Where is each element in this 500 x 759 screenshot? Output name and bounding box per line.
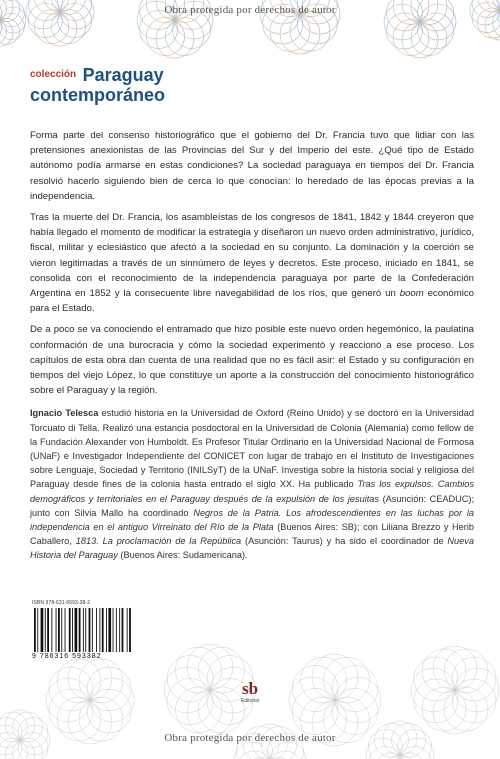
book-title-1: Tras los expulsos. Cambios demográficos y territoriales en el Paraguay después de la expulsión de los jesuitas: [30, 479, 474, 504]
bio-text-4: (Asunción: Taurus) y ha sido el coordinador de: [241, 536, 448, 547]
isbn-label: ISBN 978-631-6593-38-2: [32, 600, 91, 606]
bio-text-2: (Asunción: CEADUC); junto con Silvia Mallo ha coordinado: [30, 493, 474, 518]
publisher-logo: [235, 680, 265, 704]
book-title-4: Nueva Historia del Paraguay: [30, 536, 474, 561]
paragraph-2-text-a: Tras la muerte del Dr. Francia, los asambleístas de los congresos de 1841, 1842 y 1844 creyeron que había llegado el momento de modificar la estrategia y diseñaron un nuevo orden administrativo, jurídico, fiscal, militar y eclesiástico que afectó a la sociedad en su conjunto. La dominación y la coerción se vieron legitimadas a través de un sinnúmero de leyes y decretos. Este proceso, iniciado en 1841, se consolida con el reconocimiento de la independencia paraguaya por parte de la Confederación Argentina en 1852 y la consecuente libre navegabilidad de los ríos, que generó un: [30, 212, 474, 300]
author-name: Ignacio Telesca: [30, 408, 99, 419]
collection-label: colección: [30, 69, 77, 80]
isbn-barcode-block: [32, 600, 140, 660]
author-bio-paragraph: [30, 406, 474, 562]
synopsis-paragraph-3: De a poco se va conociendo el entramado que hizo posible este nuevo orden hegemónico, la paulatina conformación de una burocracia y cómo la sociedad experimentó y reaccionó a ese proceso. Los capítulos de esta obra dan cuenta de una realidad que no es fácil asir: el Estado y su configuración en tiempos del viejo López, lo que constituye un aporte a la construcción del conocimiento historiográfico sobre el Paraguay y la región.: [30, 324, 474, 397]
book-title-2: Negros de la Patria. Los afrodescendientes en las luchas por la independencia en el antiguo Virreinato del Río de la Plata: [30, 507, 474, 533]
publisher-logo-mark: sb: [241, 679, 259, 698]
author-bio: [30, 406, 474, 562]
watermark-bottom: Obra protegida por derechos de autor: [164, 732, 336, 744]
paragraph-2-text-b: económico para el Estado.: [30, 288, 474, 315]
collection-title-contemporaneo: contemporáneo: [30, 85, 166, 105]
collection-brand: [30, 66, 165, 104]
collection-title-paraguay: Paraguay: [82, 65, 164, 85]
paragraph-2-emphasis: boom: [399, 288, 424, 300]
bio-text-5: (Buenos Aires: Sudamericana).: [117, 550, 248, 561]
book-title-3: 1813. La proclamación de la República: [75, 536, 242, 547]
synopsis-paragraph-1: Forma parte del consenso historiográfico que el gobierno del Dr. Francia tuvo que lidiar con las pretensiones anexionistas de las Provincias del Sur y del Imperio del este. ¿Qué tipo de Estado autónomo podía armarse en estas condiciones? La sociedad paraguaya en tiempos del Dr. Francia resolvió hacerlo siguiendo bien de cerca lo que conocían: lo heredado de las épocas previas a la independencia.: [30, 130, 474, 202]
barcode: [32, 608, 136, 652]
bio-text-1: estudió historia en la Universidad de Oxford (Reino Unido) y se doctoró en la Universidad Torcuato di Tella. Realizó una estancia posdoctoral en la Universidad de Colonia (Alemania) como fellow de la Fundación Alexander von Humboldt. Es Profesor Titular Ordinario en la Universidad Nacional de Formosa (UNaF) e Investigador Independiente del CONICET con lugar de trabajo en el Instituto de Investigaciones sobre Lenguaje, Sociedad y Territorio (INILSyT) de la UNaF. Investiga sobre la historia social y religiosa del Paraguay desde fines de la colonia hasta entrado el siglo XX. Ha publicado: [30, 408, 474, 490]
back-cover-text: [30, 128, 474, 569]
publisher-tagline: Editorial: [240, 698, 260, 704]
barcode-number: 9 786316 593382: [32, 653, 102, 660]
watermark-top: Obra protegida por derechos de autor: [164, 4, 336, 16]
synopsis-paragraph-2: [30, 210, 474, 316]
bio-text-3: (Buenos Aires: SB); con Liliana Brezzo y Herib Caballero,: [30, 522, 474, 547]
